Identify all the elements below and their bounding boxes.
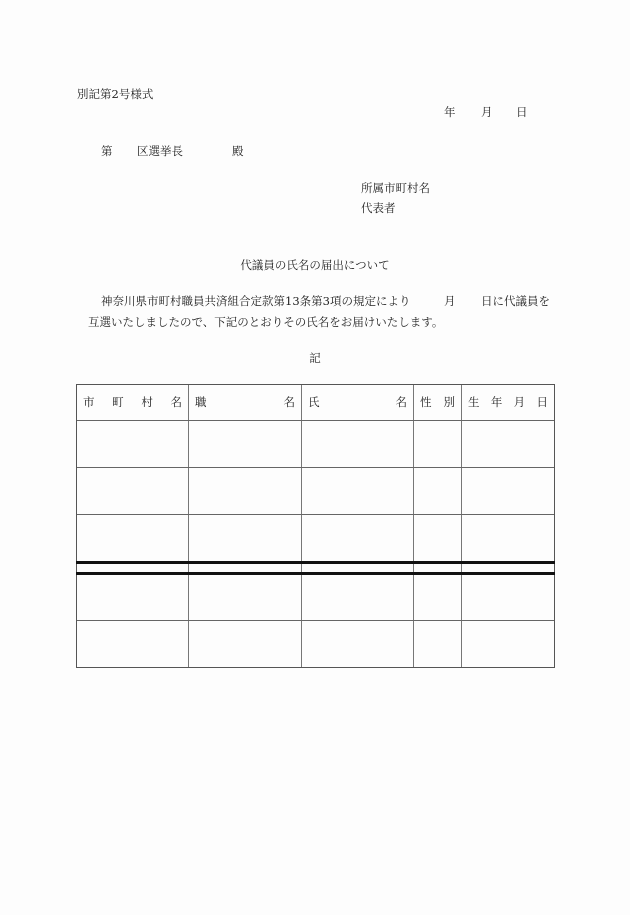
column-divider bbox=[461, 385, 462, 667]
header-position: 職 名 bbox=[195, 395, 295, 409]
row-divider bbox=[77, 514, 554, 515]
double-line-top bbox=[76, 561, 555, 564]
ki-heading: 記 bbox=[309, 351, 321, 365]
column-divider bbox=[188, 385, 189, 667]
body-line2: 互選いたしましたので、下記のとおりその氏名をお届けいたします。 bbox=[88, 315, 444, 329]
row-divider bbox=[77, 467, 554, 468]
date-month-label: 月 bbox=[481, 105, 493, 119]
header-municipality: 市 町 村 名 bbox=[83, 395, 182, 409]
addressee-dai: 第 bbox=[101, 144, 113, 158]
header-birthdate: 生 年 月 日 bbox=[468, 395, 548, 409]
delegate-table bbox=[76, 384, 555, 668]
sender-municipality-label: 所属市町村名 bbox=[361, 181, 430, 195]
body-line1-part2: 日に代議員を bbox=[481, 294, 550, 308]
form-number: 別記第2号様式 bbox=[77, 87, 154, 101]
header-name: 氏 名 bbox=[308, 395, 407, 409]
column-divider bbox=[413, 385, 414, 667]
row-divider bbox=[77, 420, 554, 421]
date-year-label: 年 bbox=[444, 105, 456, 119]
sender-representative-label: 代表者 bbox=[361, 201, 396, 215]
date-day-label: 日 bbox=[516, 105, 528, 119]
document-title: 代議員の氏名の届出について bbox=[240, 258, 390, 272]
double-line-bottom bbox=[76, 572, 555, 575]
header-sex: 性 別 bbox=[420, 395, 455, 409]
row-divider bbox=[77, 620, 554, 621]
addressee-district-chief: 区選挙長 bbox=[137, 144, 183, 158]
addressee-honorific: 殿 bbox=[232, 144, 244, 158]
column-divider bbox=[301, 385, 302, 667]
body-line1-part1: 神奈川県市町村職員共済組合定款第13条第3項の規定により bbox=[101, 294, 411, 308]
body-line1-month: 月 bbox=[444, 294, 456, 308]
